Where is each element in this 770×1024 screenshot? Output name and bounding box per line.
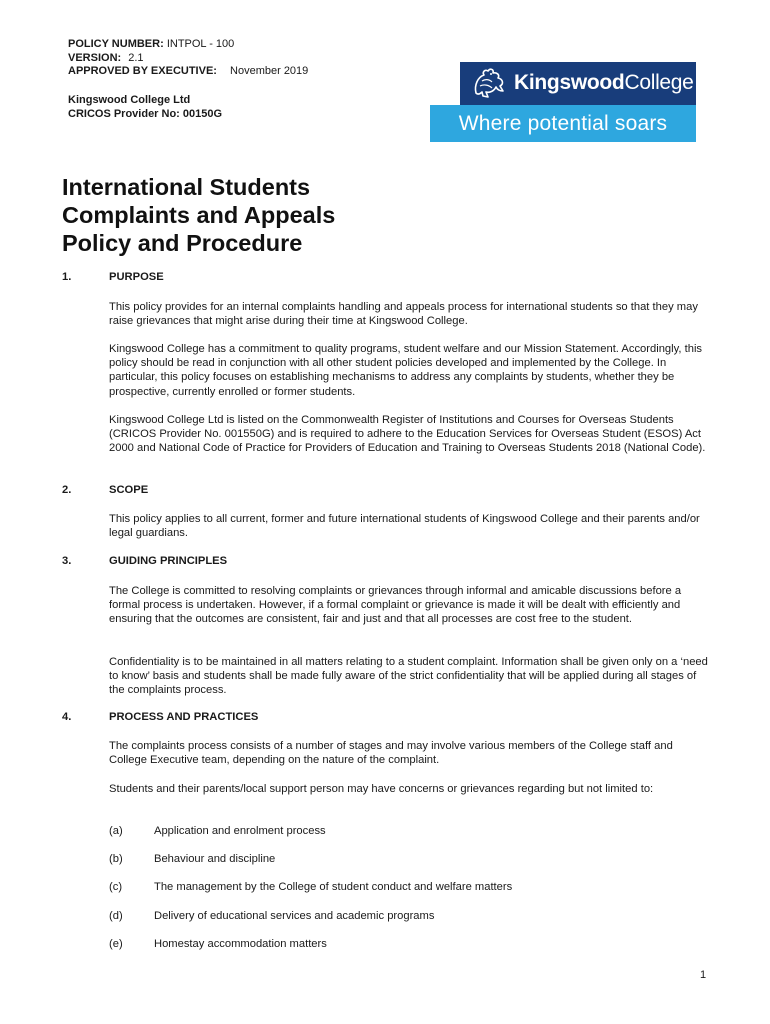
- section-2-paragraph-1: This policy applies to all current, former and future international students of Kingswood College and their parents and/or legal guardians.: [109, 513, 700, 540]
- page-number: 1: [700, 969, 707, 981]
- logo-name-light: College: [624, 71, 694, 94]
- list-item-text: Application and enrolment process: [154, 825, 326, 837]
- cricos-provider: CRICOS Provider No: 00150G: [68, 108, 223, 120]
- kingswood-college-logo: [430, 62, 696, 142]
- section-4-paragraph-2: Students and their parents/local support person may have concerns or grievances regarding but not limited to:: [109, 783, 654, 795]
- list-item-letter: (b): [109, 853, 123, 865]
- title-line-1: International Students: [62, 174, 311, 200]
- version-label: VERSION:: [68, 51, 122, 64]
- section-3-paragraph-2: Confidentiality is to be maintained in all matters relating to a student complaint. Information shall be given only on a ‘need to know’ basis and students shall be made fully aware of the strict confidentiality that will be applied during all stages of the complaints process.: [109, 656, 708, 697]
- section-2-heading: SCOPE: [109, 484, 149, 496]
- logo-wordmark: [514, 68, 694, 98]
- section-4-heading: PROCESS AND PRACTICES: [109, 711, 259, 723]
- section-3-number: 3.: [62, 555, 72, 567]
- organisation-name: Kingswood College Ltd: [68, 94, 191, 106]
- policy-number-label: POLICY NUMBER:: [68, 38, 164, 50]
- logo-name-strong: Kingswood: [514, 71, 625, 94]
- version-value: 2.1: [128, 51, 144, 64]
- section-1-heading: PURPOSE: [109, 271, 164, 283]
- logo-name-band: [460, 62, 696, 105]
- approved-date: November 2019: [230, 65, 309, 77]
- list-item-letter: (e): [109, 938, 123, 950]
- approved-label: APPROVED BY EXECUTIVE:: [68, 65, 217, 77]
- section-1-paragraph-1: This policy provides for an internal complaints handling and appeals process for international students so that they may raise grievances that might arise during their time at Kingswood College.: [109, 301, 698, 328]
- title-line-2: Complaints and Appeals: [62, 202, 336, 228]
- section-3-heading: GUIDING PRINCIPLES: [109, 555, 228, 567]
- list-item-letter: (d): [109, 910, 123, 922]
- logo-tagline: Where potential soars: [458, 112, 668, 135]
- policy-number-line: [68, 38, 308, 52]
- section-1-number: 1.: [62, 271, 72, 283]
- list-item-text: Homestay accommodation matters: [154, 938, 327, 950]
- list-item-letter: (c): [109, 881, 123, 893]
- list-item-text: Behaviour and discipline: [154, 853, 276, 865]
- list-item-text: Delivery of educational services and academic programs: [154, 910, 435, 922]
- list-item-text: The management by the College of student conduct and welfare matters: [154, 881, 513, 893]
- section-4-number: 4.: [62, 711, 72, 723]
- policy-meta: [68, 38, 308, 79]
- document-title: [62, 173, 335, 257]
- title-line-3: Policy and Procedure: [62, 230, 303, 256]
- section-2-number: 2.: [62, 484, 72, 496]
- organisation-block: [68, 93, 222, 121]
- section-3-paragraph-1: The College is committed to resolving complaints or grievances through informal and amicable discussions before a formal process is undertaken. However, if a formal complaint or grievance is made it will be dealt with efficiently and ensuring that the outcomes are consistent, fair and just and that all processes are cost free to the student.: [109, 585, 682, 626]
- section-1-paragraph-2: Kingswood College has a commitment to quality programs, student welfare and our Mission Statement. Accordingly, this policy should be read in conjunction with all other student policies developed and implemented by the College. In particular, this policy focuses on establishing mechanisms to address any complaints by students, whether they be prospective, currently enrolled or former students.: [109, 343, 703, 398]
- approved-line: [68, 65, 308, 79]
- griffin-crest-icon: [470, 67, 510, 100]
- section-1-paragraph-3: Kingswood College Ltd is listed on the Commonwealth Register of Institutions and Courses for Overseas Students (CRICOS Provider No. 001550G) and is required to adhere to the Education Services for Overseas Student (ESOS) Act 2000 and National Code of Practice for Providers of Education and Training to Overseas Students 2018 (National Code).: [109, 414, 706, 455]
- policy-number: INTPOL - 100: [166, 38, 235, 50]
- version-line: [68, 52, 308, 66]
- list-item-letter: (a): [109, 825, 123, 837]
- section-4-paragraph-1: The complaints process consists of a number of stages and may involve various members of the College staff and College Executive team, depending on the nature of the complaint.: [109, 740, 673, 767]
